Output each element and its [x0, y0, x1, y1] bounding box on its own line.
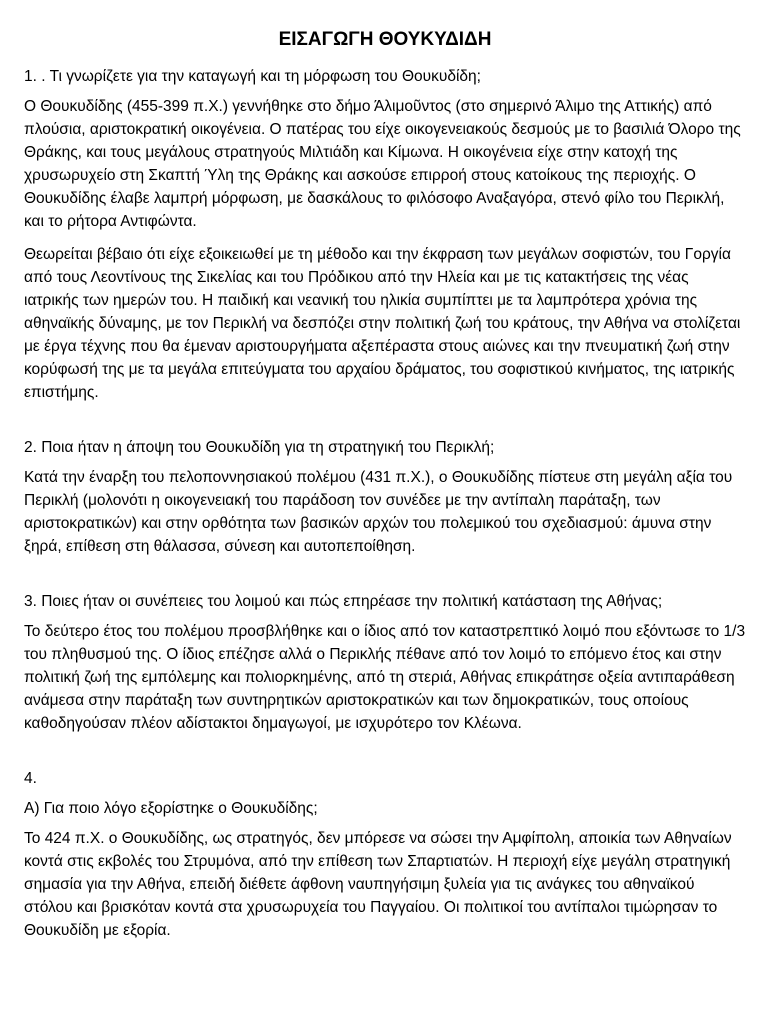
question-1: 1. . Τι γνωρίζετε για την καταγωγή και τη μόρφωση του Θουκυδίδη; — [24, 68, 481, 85]
section-1 — [24, 65, 746, 404]
answer-3-paragraph-1: Το δεύτερο έτος του πολέμου προσβλήθηκε και ο ίδιος από τον καταστρεπτικό λοιμό που εξόντωσε το 1/3 του πληθυσμού της. Ο ίδιος επέζησε αλλά ο Περικλής πέθανε από τον λοιμό το επόμενο έτος και στην πολιτική ζωή της εμπόλεμης και πολιορκημένης, από τη στεριά, Αθήνας επικράτησε οξεία αντιπαράθεση ανάμεσα στην παράταξη των συντηρητικών αριστοκρατικών και των δημοκρατικών, τους οποίους καθοδηγούσαν πλέον αδίστακτοι δημαγωγοί, με ισχυρότερο τον Κλέωνα. — [24, 623, 746, 732]
section-4 — [24, 767, 746, 942]
question-4-number: 4. — [24, 770, 37, 787]
question-3: 3. Ποιες ήταν οι συνέπειες του λοιμού και πώς επηρέασε την πολιτική κατάσταση της Αθήνας; — [24, 593, 663, 610]
answer-1-paragraph-2: Θεωρείται βέβαιο ότι είχε εξοικειωθεί με τη μέθοδο και την έκφραση των μεγάλων σοφιστών, του Γοργία από τους Λεοντίνους της Σικελίας και του Πρόδικου από την Ηλεία και με τις κατακτήσεις της νέας ιατρικής των ημερών του. Η παιδική και νεανική του ηλικία συμπίπτει με τα λαμπρότερα χρόνια της αθηναϊκής δύναμης, με τον Περικλή να δεσπόζει στην πολιτική ζωή του κράτους, την Αθήνα να στολίζεται με έργα τέχνης που θα έμεναν αριστουργήματα αξεπέραστα στους αιώνες και την πνευματική ζωή στην κορύφωσή της με τα μεγάλα επιτεύγματα του αρχαίου δράματος, του σοφιστικού κινήματος, της ιατρικής επιστήμης. — [24, 246, 741, 401]
section-spacer — [24, 745, 746, 767]
document-page — [24, 27, 746, 952]
question-2: 2. Ποια ήταν η άποψη του Θουκυδίδη για τη στρατηγική του Περικλή; — [24, 439, 495, 456]
section-spacer — [24, 568, 746, 590]
section-2 — [24, 436, 746, 558]
section-3 — [24, 590, 746, 735]
answer-4a-paragraph-1: Το 424 π.Χ. ο Θουκυδίδης, ως στρατηγός, δεν μπόρεσε να σώσει την Αμφίπολη, αποικία των Αθηναίων κοντά στις εκβολές του Στρυμόνα, από την επίθεση των Σπαρτιατών. Η περιοχή είχε μεγάλη στρατηγική σημασία για την Αθήνα, επειδή διέθετε άφθονη ναυπηγήσιμη ξυλεία για τις ανάγκες του αθηναϊκού στόλου και βρισκόταν κοντά στα χρυσωρυχεία του Παγγαίου. Οι πολιτικοί του αντίπαλοι τιμώρησαν το Θουκυδίδη με εξορία. — [24, 830, 732, 939]
question-4a: Α) Για ποιο λόγο εξορίστηκε ο Θουκυδίδης; — [24, 800, 318, 817]
document-title: ΕΙΣΑΓΩΓΗ ΘΟΥΚΥΔΙΔΗ — [278, 29, 492, 50]
answer-1-paragraph-1: Ο Θουκυδίδης (455-399 π.Χ.) γεννήθηκε στο δήμο Άλιμοῦντος (στο σημερινό Άλιμο της Αττικής) από πλούσια, αριστοκρατική οικογένεια. Ο πατέρας του είχε οικογενειακούς δεσμούς με το βασιλιά Όλορο της Θράκης, και τους μεγάλους στρατηγούς Μιλτιάδη και Κίμωνα. Η οικογένεια είχε στην κατοχή της χρυσωρυχείο στη Σκαπτή Ύλη της Θράκης και ασκούσε επιρροή στους κατοίκους της περιοχής. Ο Θουκυδίδης έλαβε λαμπρή μόρφωση, με δασκάλους το φιλόσοφο Αναξαγόρα, στενό φίλο του Περικλή, και το ρήτορα Αντιφώντα. — [24, 98, 741, 230]
answer-2-paragraph-1: Κατά την έναρξη του πελοποννησιακού πολέμου (431 π.Χ.), ο Θουκυδίδης πίστευε στη μεγάλη αξία του Περικλή (μολονότι η οικογενειακή του παράδοση τον συνέδεε με την αντίπαλη παράταξη, των αριστοκρατικών) και στην ορθότητα των βασικών αρχών του πολεμικού του σχεδιασμού: άμυνα στην ξηρά, επίθεση στη θάλασσα, σύνεση και αυτοπεποίθηση. — [24, 469, 733, 555]
section-spacer — [24, 414, 746, 436]
